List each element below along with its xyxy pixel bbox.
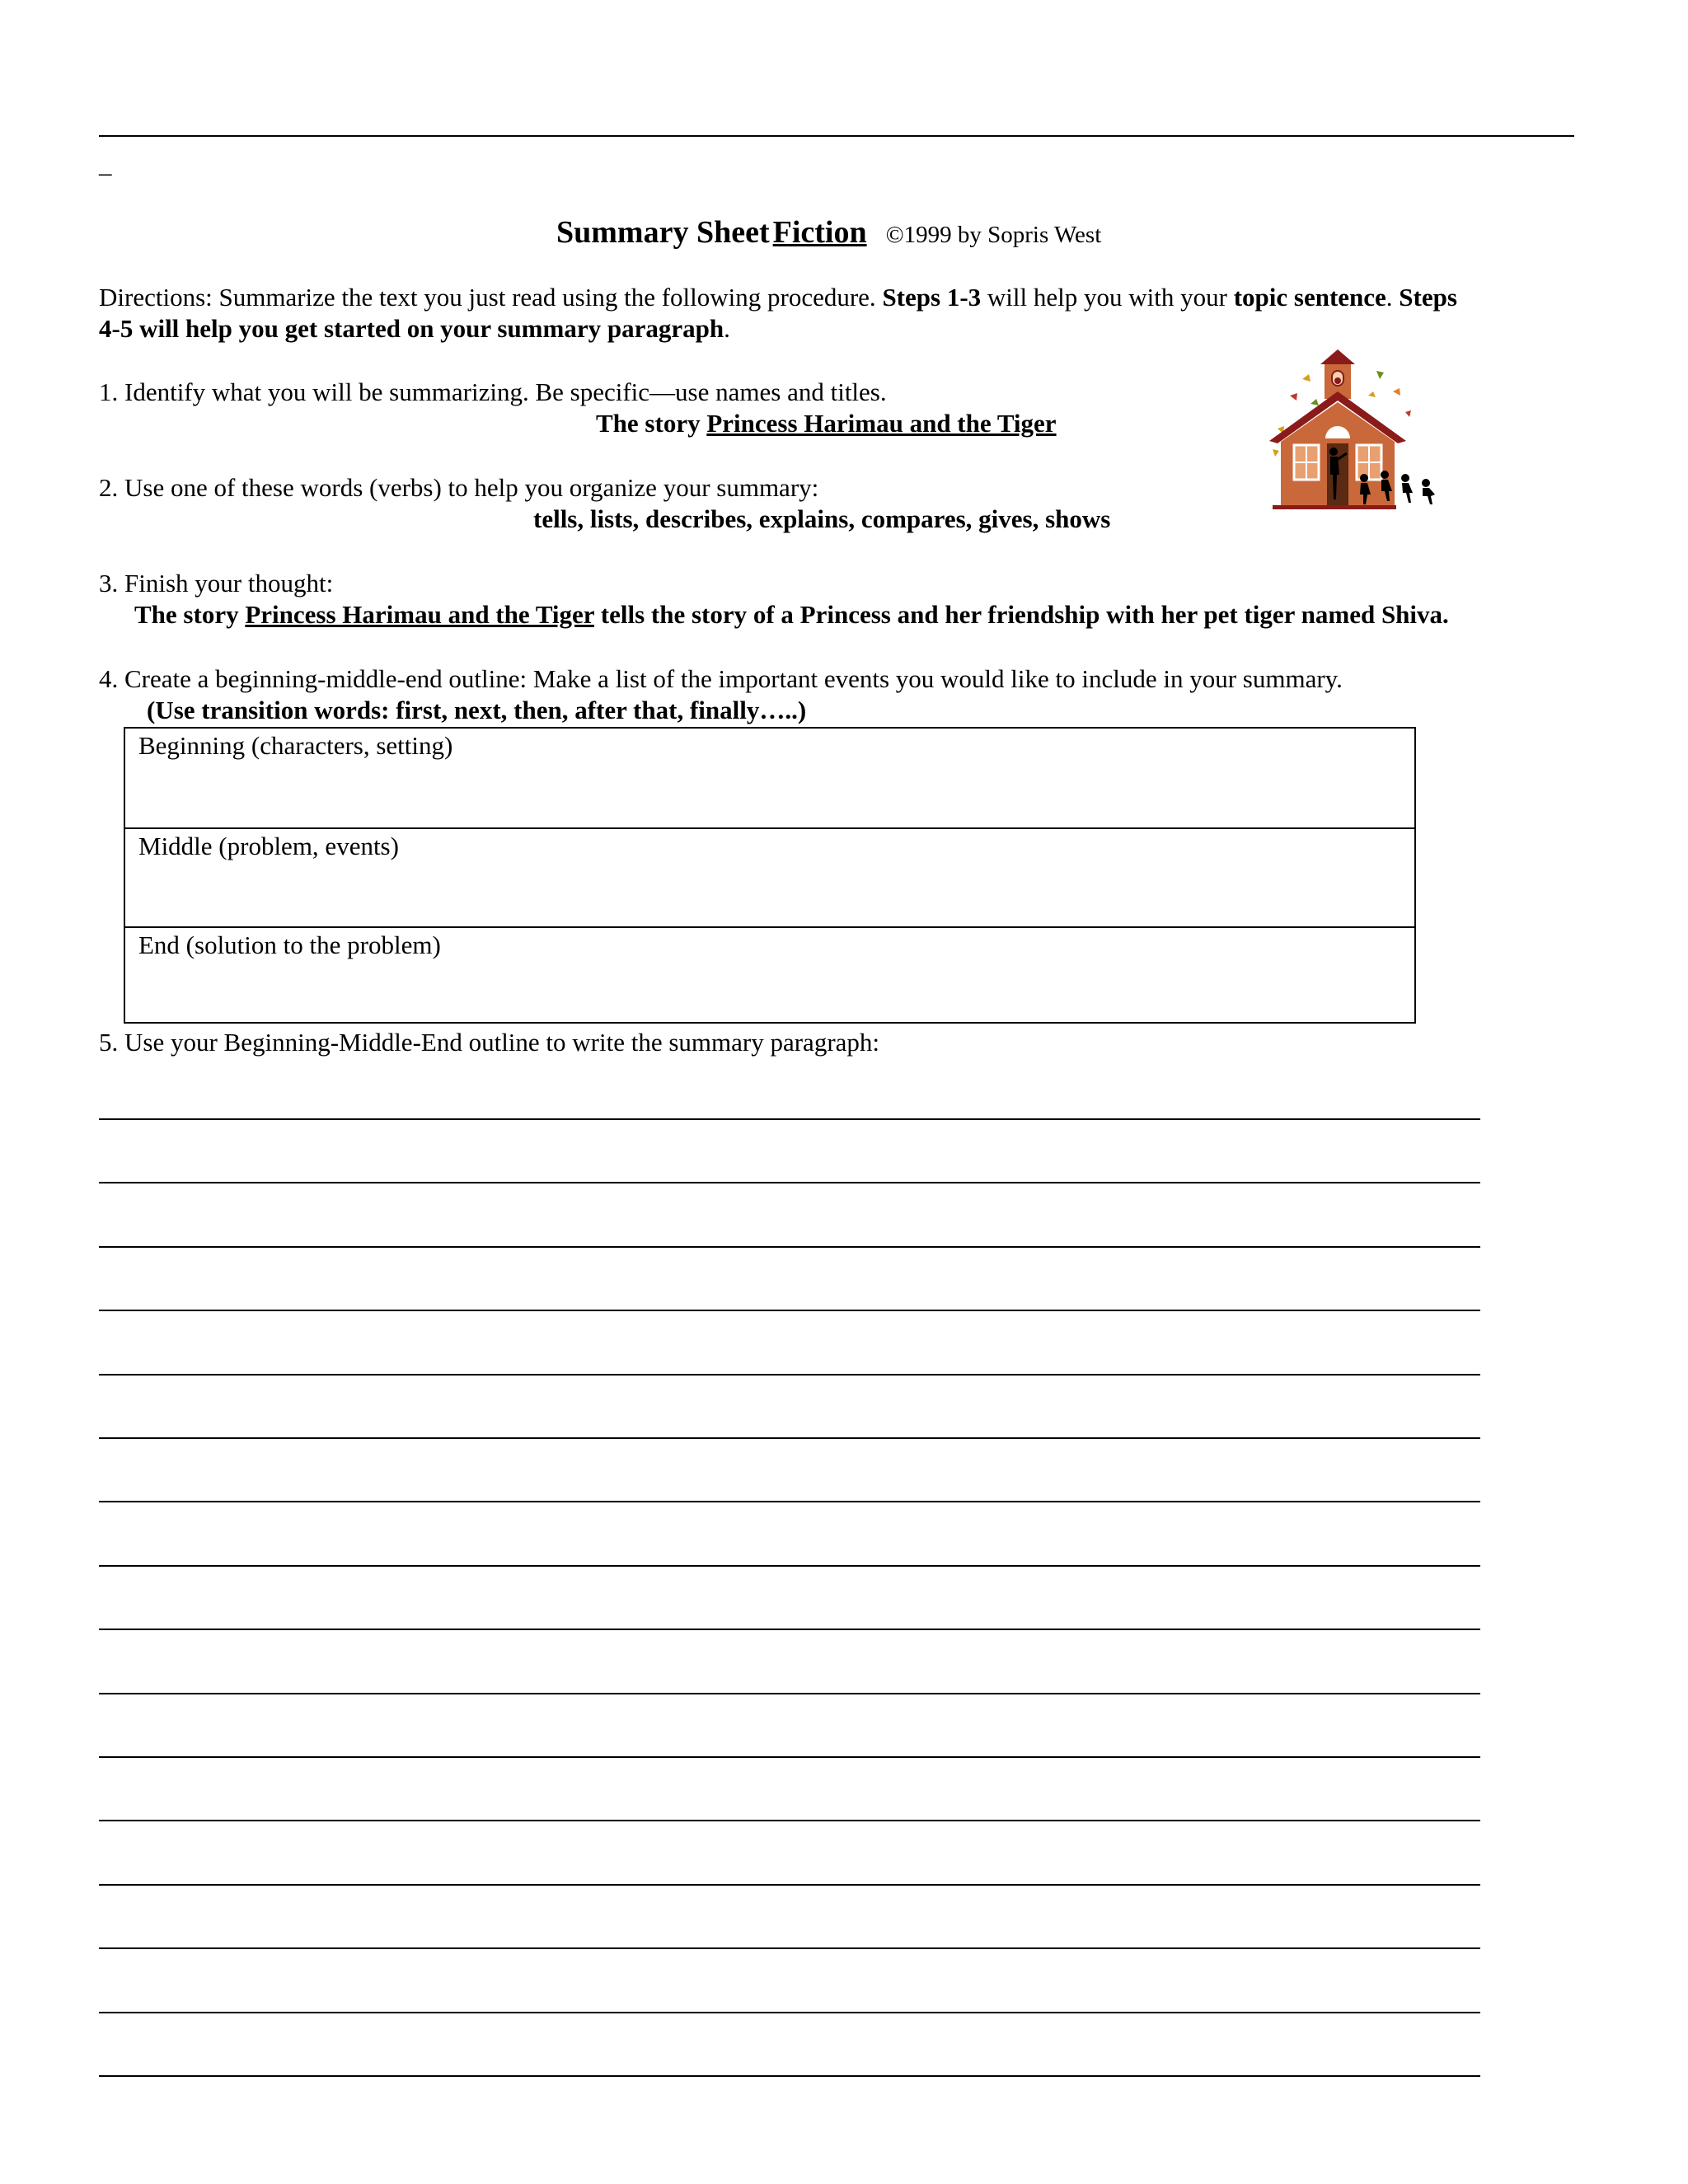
writing-line[interactable] bbox=[99, 2075, 1480, 2077]
writing-line[interactable] bbox=[99, 1565, 1480, 1567]
writing-line[interactable] bbox=[99, 1884, 1480, 1886]
outline-row-beginning[interactable] bbox=[125, 729, 1414, 827]
directions-line-1: Directions: Summarize the text you just read using the following procedure. Steps 1-3 will help you with your topic sentence. Steps bbox=[99, 283, 1457, 312]
writing-line[interactable] bbox=[99, 1374, 1480, 1376]
top-rule bbox=[99, 135, 1574, 137]
copyright: ©1999 by Sopris West bbox=[885, 222, 1102, 248]
writing-line[interactable] bbox=[99, 1629, 1480, 1630]
writing-line[interactable] bbox=[99, 1693, 1480, 1694]
outline-label: Middle (problem, events) bbox=[138, 832, 399, 860]
writing-line[interactable] bbox=[99, 1437, 1480, 1439]
schoolhouse-illustration bbox=[1261, 346, 1451, 515]
step-2-instruction: 2. Use one of these words (verbs) to help you organize your summary: bbox=[99, 473, 819, 502]
outline-label: Beginning (characters, setting) bbox=[138, 731, 453, 760]
outline-row-end[interactable] bbox=[125, 926, 1414, 1025]
title-line bbox=[556, 214, 1101, 251]
step-3-answer: The story Princess Harimau and the Tiger tells the story of a Princess and her friendship with her pet tiger named Shiva. bbox=[134, 600, 1449, 629]
directions-line-2: 4-5 will help you get started on your summary paragraph. bbox=[99, 314, 730, 343]
outline-table bbox=[124, 727, 1416, 1024]
writing-line[interactable] bbox=[99, 1756, 1480, 1758]
story-title: Princess Harimau and the Tiger bbox=[245, 600, 595, 629]
step-1-answer: The story Princess Harimau and the Tiger bbox=[596, 409, 1057, 438]
step-4-instruction: 4. Create a beginning-middle-end outline: Make a list of the important events you would like to include in your summary. bbox=[99, 664, 1343, 693]
story-title: Princess Harimau and the Tiger bbox=[706, 409, 1057, 438]
outline-row-middle[interactable] bbox=[125, 827, 1414, 926]
writing-line[interactable] bbox=[99, 1118, 1480, 1120]
step-2-verbs: tells, lists, describes, explains, compares, gives, shows bbox=[533, 504, 1111, 533]
step-1-instruction: 1. Identify what you will be summarizing. Be specific—use names and titles. bbox=[99, 377, 887, 406]
stray-dash: _ bbox=[99, 149, 112, 178]
page-title-genre: Fiction bbox=[772, 215, 867, 250]
writing-line[interactable] bbox=[99, 2012, 1480, 2013]
writing-line[interactable] bbox=[99, 1820, 1480, 1821]
schoolhouse-icon bbox=[1261, 346, 1451, 515]
step-4-hint: (Use transition words: first, next, then, after that, finally…..) bbox=[147, 696, 807, 724]
step-5-instruction: 5. Use your Beginning-Middle-End outline to write the summary paragraph: bbox=[99, 1028, 880, 1057]
writing-line[interactable] bbox=[99, 1501, 1480, 1502]
step-3-instruction: 3. Finish your thought: bbox=[99, 569, 334, 598]
writing-line[interactable] bbox=[99, 1182, 1480, 1183]
page-title: Summary Sheet bbox=[556, 215, 770, 250]
writing-line[interactable] bbox=[99, 1947, 1480, 1949]
writing-line[interactable] bbox=[99, 1310, 1480, 1311]
outline-label: End (solution to the problem) bbox=[138, 930, 441, 959]
writing-line[interactable] bbox=[99, 1246, 1480, 1248]
